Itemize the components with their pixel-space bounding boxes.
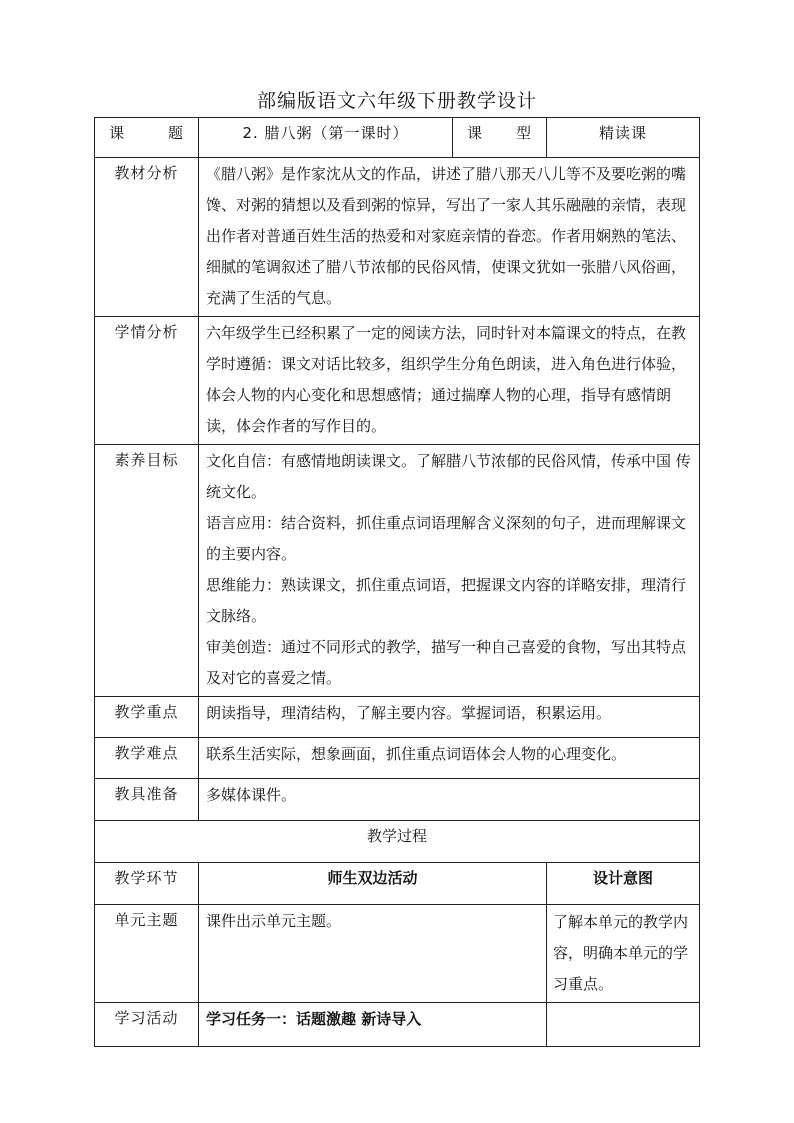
intent-cell: 了解本单元的教学内容，明确本单元的学习重点。 (547, 905, 700, 1003)
topic-label: 课 题 (95, 118, 199, 158)
tools-row (95, 779, 700, 821)
table-row (95, 1003, 700, 1047)
intent-cell (547, 1003, 700, 1047)
activity-column-header: 师生双边活动 (199, 863, 547, 905)
type-label: 课 型 (453, 118, 547, 158)
material-analysis-label: 教材分析 (95, 158, 199, 317)
tools-label: 教具准备 (95, 779, 199, 821)
tools-text: 多媒体课件。 (199, 779, 700, 821)
difficulty-text: 联系生活实际，想象画面，抓住重点词语体会人物的心理变化。 (199, 738, 700, 779)
goal-culture: 文化自信：有感情地朗读课文。了解腊八节浓郁的民俗风情，传承中国 传统文化。 (206, 452, 691, 501)
goals-label: 素养目标 (95, 445, 199, 697)
difficulty-label: 教学难点 (95, 738, 199, 779)
stage-cell: 学习活动 (95, 1003, 199, 1047)
focus-row (95, 697, 700, 738)
student-analysis-label: 学情分析 (95, 317, 199, 445)
difficulty-row (95, 738, 700, 779)
material-analysis-row (95, 158, 700, 317)
goals-row (95, 445, 700, 697)
process-header-row (95, 863, 700, 905)
document-title: 部编版语文六年级下册教学设计 (256, 90, 537, 112)
student-analysis-text: 六年级学生已经积累了一定的阅读方法，同时针对本篇课文的特点，在教学时遵循：课文对话比较多，组织学生分角色朗读，进入角色进行体验，体会人物的内心变化和思想感情；通过揣摩人物的心理，指导有感情朗读，体会作者的写作目的。 (199, 317, 700, 445)
intent-column-header: 设计意图 (547, 863, 700, 905)
goal-thinking: 思维能力：熟读课文，抓住重点词语，把握课文内容的详略安排，理清行文脉络。 (206, 576, 687, 625)
activity-cell: 课件出示单元主题。 (199, 905, 547, 1003)
activity-cell: 学习任务一：话题激趣 新诗导入 (199, 1003, 547, 1047)
student-analysis-row (95, 317, 700, 445)
header-row (95, 118, 700, 158)
type-value: 精读课 (547, 118, 700, 158)
goals-list (199, 445, 700, 697)
table-row (95, 905, 700, 1003)
material-analysis-text: 《腊八粥》是作家沈从文的作品，讲述了腊八那天八儿等不及要吃粥的嘴馋、对粥的猜想以及看到粥的惊异，写出了一家人其乐融融的亲情，表现出作者对普通百姓生活的热爱和对家庭亲情的眷恋。作者用娴熟的笔法、细腻的笔调叙述了腊八节浓郁的民俗风情，使课文犹如一张腊八风俗画，充满了生活的气息。 (199, 158, 700, 317)
goal-language: 语言应用：结合资料，抓住重点词语理解含义深刻的句子，进而理解课文的主要内容。 (206, 514, 687, 563)
process-title-row (95, 821, 700, 863)
goal-aesthetic: 审美创造：通过不同形式的教学，描写一种自己喜爱的食物，写出其特点及对它的喜爱之情。 (206, 638, 687, 687)
lesson-plan-table (94, 117, 700, 1047)
focus-label: 教学重点 (95, 697, 199, 738)
topic-value: 2. 腊八粥（第一课时） (199, 118, 453, 158)
process-title: 教学过程 (95, 821, 700, 863)
focus-text: 朗读指导，理清结构，了解主要内容。掌握词语，积累运用。 (199, 697, 700, 738)
stage-cell: 单元主题 (95, 905, 199, 1003)
stage-column-header: 教学环节 (95, 863, 199, 905)
